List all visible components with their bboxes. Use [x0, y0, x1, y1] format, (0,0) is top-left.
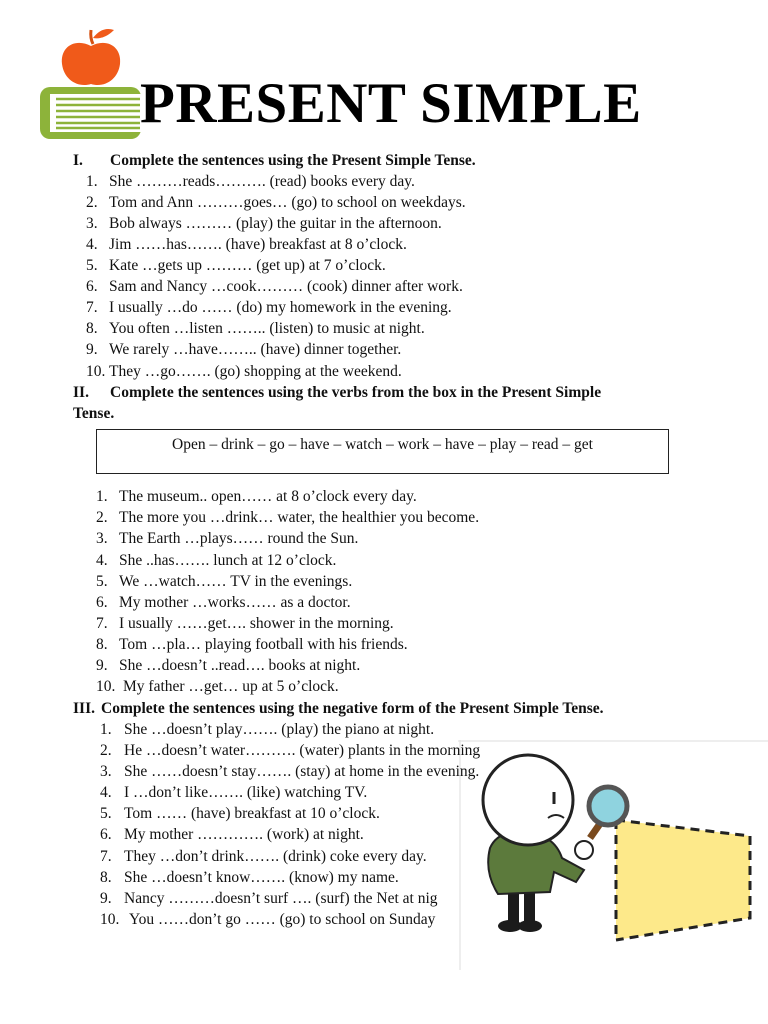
- item-text: Bob always ……… (play) the guitar in the afternoon.: [109, 215, 442, 232]
- item-number: 1.: [86, 173, 98, 190]
- item-number: 10.: [96, 678, 116, 695]
- item-number: 7.: [86, 299, 98, 316]
- list-item: [96, 486, 696, 507]
- item-text: She …doesn’t play……. (play) the piano at night.: [124, 721, 435, 738]
- list-item: [100, 824, 700, 845]
- list-item: [96, 550, 696, 571]
- item-text: She …doesn’t ..read…. books at night.: [119, 657, 361, 674]
- item-number: 6.: [86, 278, 98, 295]
- item-number: 9.: [96, 657, 108, 674]
- item-text: I usually …do …… (do) my homework in the evening.: [109, 299, 452, 316]
- section-2-heading-continued: Tense.: [73, 405, 115, 422]
- item-number: 7.: [100, 848, 112, 865]
- item-text: Tom and Ann ………goes… (go) to school on weekdays.: [109, 194, 466, 211]
- item-number: 9.: [100, 890, 112, 907]
- item-text: I …don’t like……. (like) watching TV.: [124, 784, 368, 801]
- list-item: [96, 613, 696, 634]
- list-item: [86, 234, 686, 255]
- section-1-heading-text: Complete the sentences using the Present Simple Tense.: [110, 152, 476, 169]
- item-number: 6.: [100, 826, 112, 843]
- list-item: [100, 846, 700, 867]
- item-number: 7.: [96, 615, 108, 632]
- item-number: 5.: [96, 573, 108, 590]
- list-item: [86, 171, 686, 192]
- list-item: [96, 571, 696, 592]
- list-item: [96, 676, 696, 697]
- item-number: 6.: [96, 594, 108, 611]
- item-text: Kate …gets up ……… (get up) at 7 o’clock.: [109, 257, 386, 274]
- item-number: 4.: [100, 784, 112, 801]
- item-number: 5.: [86, 257, 98, 274]
- list-item: [96, 655, 696, 676]
- item-text: They …don’t drink……. (drink) coke every day.: [124, 848, 427, 865]
- item-number: 3.: [100, 763, 112, 780]
- page-title: PRESENT SIMPLE: [140, 72, 642, 135]
- section-3-heading-text: Complete the sentences using the negative form of the Present Simple Tense.: [101, 700, 604, 717]
- item-number: 3.: [96, 530, 108, 547]
- item-number: 8.: [100, 869, 112, 886]
- list-item: [100, 761, 700, 782]
- list-item: [96, 507, 696, 528]
- item-text: My mother …………. (work) at night.: [124, 826, 364, 843]
- item-text: We …watch…… TV in the evenings.: [119, 573, 353, 590]
- list-item: [86, 361, 686, 382]
- section-1-number: I.: [73, 152, 83, 169]
- item-text: They …go……. (go) shopping at the weekend.: [109, 363, 402, 380]
- list-item: [100, 782, 700, 803]
- item-text: She ..has……. lunch at 12 o’clock.: [119, 552, 337, 569]
- section-1-heading: [73, 150, 673, 171]
- item-text: You ……don’t go …… (go) to school on Sunday: [129, 911, 436, 928]
- section-3-number: III.: [73, 700, 95, 717]
- list-item: [96, 634, 696, 655]
- item-text: I usually ……get…. shower in the morning.: [119, 615, 394, 632]
- list-item: [100, 719, 700, 740]
- item-number: 8.: [86, 320, 98, 337]
- item-text: My mother …works…… as a doctor.: [119, 594, 351, 611]
- item-text: The museum.. open…… at 8 o’clock every day.: [119, 488, 417, 505]
- item-number: 3.: [86, 215, 98, 232]
- item-text: The more you …drink… water, the healthier you become.: [119, 509, 480, 526]
- item-number: 2.: [86, 194, 98, 211]
- list-item: [100, 803, 700, 824]
- list-item: [86, 255, 686, 276]
- item-text: Tom …… (have) breakfast at 10 o’clock.: [124, 805, 380, 822]
- verb-box-text: Open – drink – go – have – watch – work – have – play – read – get: [172, 436, 593, 453]
- list-item: [100, 909, 700, 930]
- item-text: Nancy ………doesn’t surf …. (surf) the Net at nig: [124, 890, 438, 907]
- section-3-heading: [73, 698, 713, 719]
- item-text: We rarely …have…….. (have) dinner together.: [109, 341, 402, 358]
- item-text: You often …listen …….. (listen) to music at night.: [109, 320, 425, 337]
- list-item: [86, 297, 686, 318]
- list-item: [86, 318, 686, 339]
- item-number: 2.: [96, 509, 108, 526]
- item-number: 8.: [96, 636, 108, 653]
- section-2-heading: [73, 382, 713, 403]
- verb-box: [96, 429, 669, 474]
- item-number: 9.: [86, 341, 98, 358]
- item-number: 10.: [100, 911, 120, 928]
- item-text: My father …get… up at 5 o’clock.: [123, 678, 339, 695]
- item-text: The Earth …plays…… round the Sun.: [119, 530, 359, 547]
- item-number: 1.: [100, 721, 112, 738]
- item-text: She ………reads………. (read) books every day.: [109, 173, 415, 190]
- item-number: 2.: [100, 742, 112, 759]
- item-text: He …doesn’t water………. (water) plants in the morning: [124, 742, 481, 759]
- item-number: 10.: [86, 363, 106, 380]
- item-number: 4.: [86, 236, 98, 253]
- list-item: [86, 192, 686, 213]
- item-text: She …doesn’t know……. (know) my name.: [124, 869, 399, 886]
- list-item: [86, 339, 686, 360]
- item-number: 1.: [96, 488, 108, 505]
- item-text: Sam and Nancy …cook……… (cook) dinner after work.: [109, 278, 463, 295]
- list-item: [86, 276, 686, 297]
- apple-on-book-icon: [36, 24, 148, 146]
- list-item: [96, 592, 696, 613]
- section-2-heading-text: Complete the sentences using the verbs from the box in the Present Simple: [110, 384, 602, 401]
- list-item: [100, 867, 700, 888]
- item-number: 5.: [100, 805, 112, 822]
- section-2-number: II.: [73, 384, 89, 401]
- item-text: Jim ……has……. (have) breakfast at 8 o’clock.: [109, 236, 407, 253]
- list-item: [86, 213, 686, 234]
- item-number: 4.: [96, 552, 108, 569]
- list-item: [100, 740, 700, 761]
- item-text: Tom …pla… playing football with his friends.: [119, 636, 408, 653]
- item-text: She ……doesn’t stay……. (stay) at home in the evening.: [124, 763, 480, 780]
- list-item: [96, 528, 696, 549]
- list-item: [100, 888, 700, 909]
